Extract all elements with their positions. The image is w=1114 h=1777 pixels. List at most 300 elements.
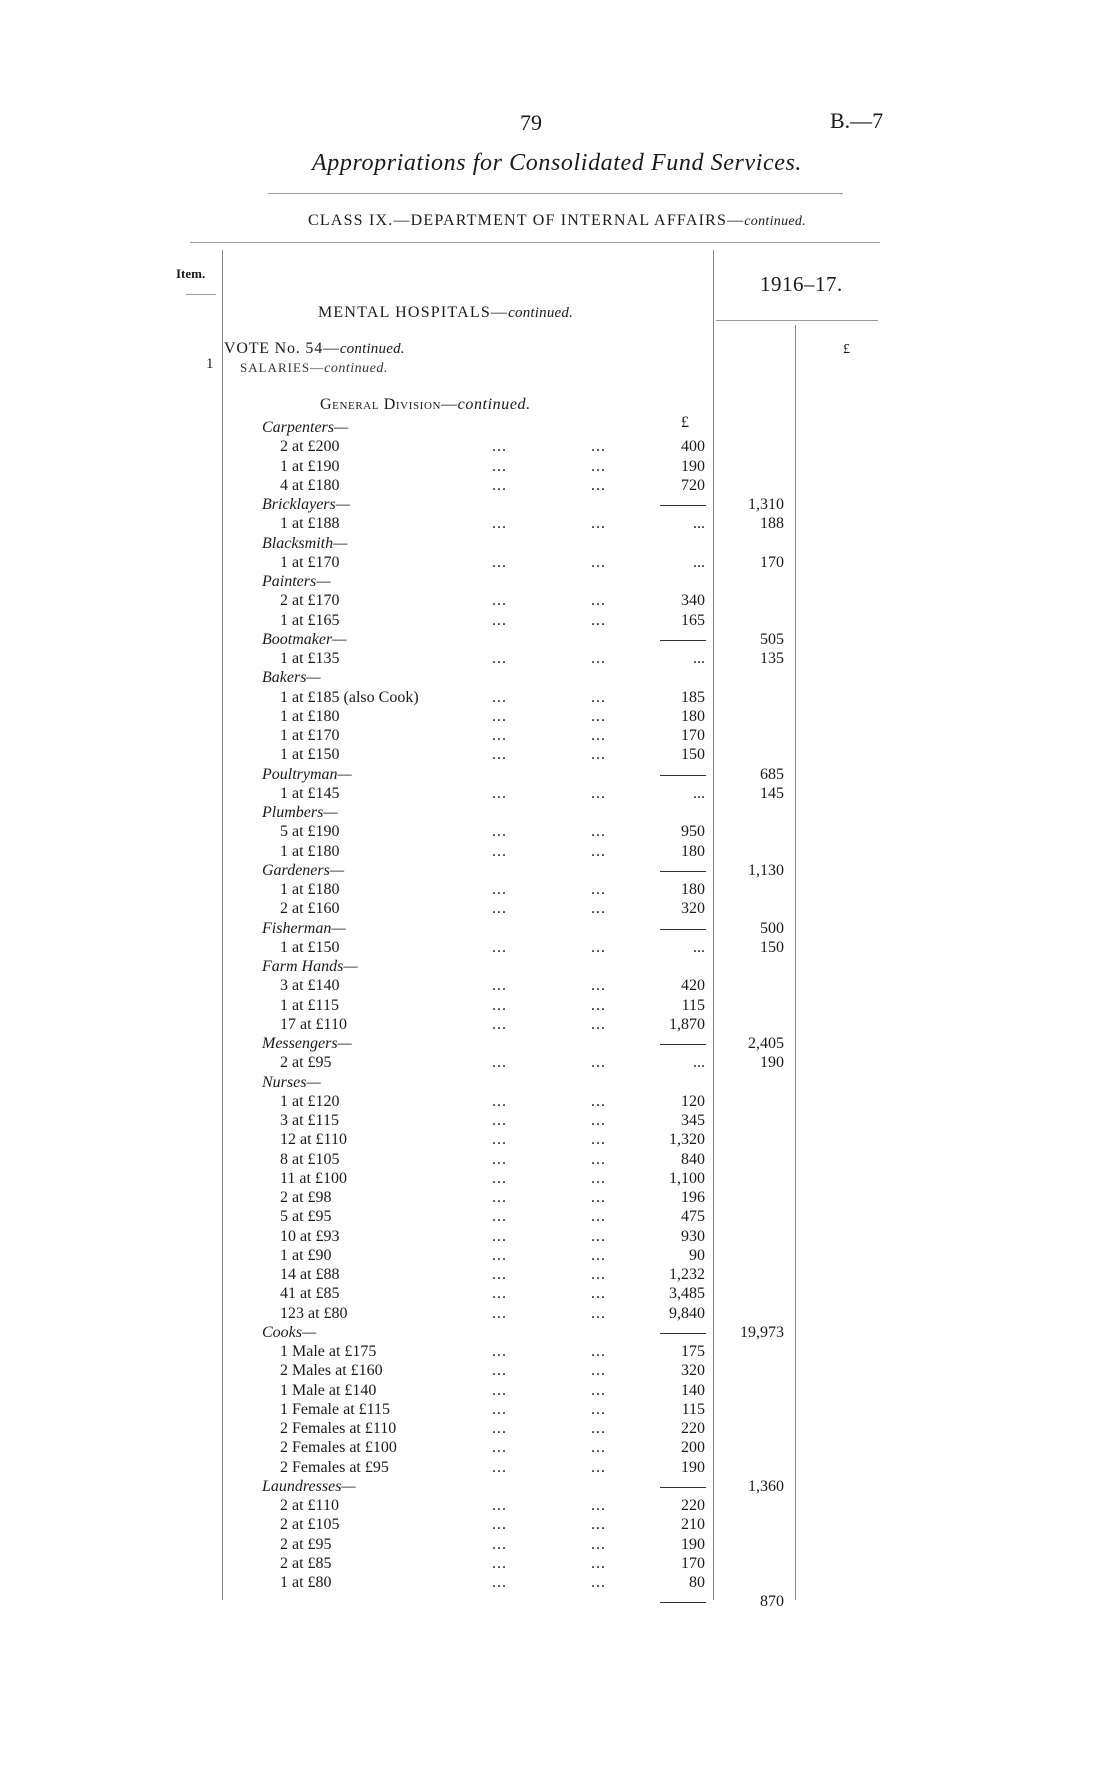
table-row xyxy=(0,726,1114,745)
leader-dots: ... xyxy=(591,688,606,706)
category-row xyxy=(0,861,1114,880)
entry-label: 1 at £150 xyxy=(280,746,340,764)
leader-dots: ... xyxy=(591,1112,606,1129)
amount-pound-sign: £ xyxy=(681,414,689,431)
entry-label: 2 at £160 xyxy=(280,900,340,918)
leader-dots: ... xyxy=(591,977,606,995)
leader-dots: ... xyxy=(591,784,606,802)
leader-dots: ... xyxy=(591,1381,606,1399)
leader-dots: ... xyxy=(591,1208,606,1226)
table-row xyxy=(0,1458,1114,1477)
entry-label: 1 at £180 xyxy=(280,842,340,860)
amount-cell: 1,232 xyxy=(669,1266,705,1283)
total-cell: 1,130 xyxy=(748,861,784,879)
leader-dots: ... xyxy=(591,1535,606,1553)
leader-dots: ... xyxy=(591,1189,606,1206)
amount-cell: 320 xyxy=(681,1362,705,1380)
category-row xyxy=(0,1477,1114,1496)
table-row xyxy=(0,611,1114,630)
entry-label: 1 at £185 (also Cook) xyxy=(280,688,419,706)
entry-label: 3 at £115 xyxy=(280,1112,339,1129)
leader-dots: ... xyxy=(492,1304,507,1322)
table-row xyxy=(0,1265,1114,1284)
category-label: Painters— xyxy=(262,573,331,590)
amount-cell: ... xyxy=(693,650,705,667)
leader-dots: ... xyxy=(591,823,606,841)
total-cell: 188 xyxy=(760,515,784,533)
leader-dots: ... xyxy=(591,1574,606,1591)
leader-dots: ... xyxy=(591,1420,606,1437)
leader-dots: ... xyxy=(492,438,507,456)
entry-label: 5 at £95 xyxy=(280,1208,332,1226)
entry-label: 12 at £110 xyxy=(280,1131,347,1149)
leader-dots: ... xyxy=(492,1054,507,1072)
leader-dots: ... xyxy=(591,842,606,860)
table-row xyxy=(0,1496,1114,1515)
category-row xyxy=(0,1034,1114,1053)
total-cell: 190 xyxy=(760,1054,784,1072)
page-number: 79 xyxy=(520,110,542,135)
amount-cell: 220 xyxy=(681,1420,705,1437)
table-row xyxy=(0,996,1114,1015)
entry-label: 4 at £180 xyxy=(280,476,340,494)
entry-label: 1 Female at £115 xyxy=(280,1400,391,1418)
entry-label: 1 at £150 xyxy=(280,938,340,956)
table-row xyxy=(0,1573,1114,1592)
leader-dots: ... xyxy=(591,515,606,533)
amount-cell: 220 xyxy=(681,1497,705,1514)
entry-label: 1 at £170 xyxy=(280,553,340,571)
total-cell: 170 xyxy=(760,553,784,571)
table-row xyxy=(0,842,1114,861)
leader-dots: ... xyxy=(591,1131,606,1149)
table-row xyxy=(0,1227,1114,1246)
amount-cell: 185 xyxy=(681,688,705,706)
category-row xyxy=(0,957,1114,976)
table-row xyxy=(0,1284,1114,1303)
leader-dots: ... xyxy=(591,1227,606,1245)
leader-dots: ... xyxy=(492,476,507,494)
table-row xyxy=(0,1207,1114,1226)
entry-label: 1 at £90 xyxy=(280,1246,332,1264)
leader-dots: ... xyxy=(492,1439,507,1457)
category-label: Fisherman— xyxy=(262,919,346,937)
leader-dots: ... xyxy=(492,553,507,571)
category-label: Plumbers— xyxy=(262,804,338,821)
amount-cell: 170 xyxy=(681,1554,705,1572)
leader-dots: ... xyxy=(492,1574,507,1591)
amount-cell: 180 xyxy=(681,707,705,725)
leader-dots: ... xyxy=(492,842,507,860)
leader-dots: ... xyxy=(591,727,606,744)
subtotal-rule xyxy=(660,1487,706,1488)
subtotal-rule xyxy=(660,1333,706,1334)
table-row xyxy=(0,1361,1114,1380)
entry-label: 2 at £85 xyxy=(280,1554,332,1572)
amount-cell: 200 xyxy=(681,1439,705,1457)
entry-label: 8 at £105 xyxy=(280,1150,340,1168)
leader-dots: ... xyxy=(492,996,507,1014)
entry-label: 1 at £120 xyxy=(280,1092,340,1110)
leader-dots: ... xyxy=(492,784,507,802)
category-label: Cooks— xyxy=(262,1323,317,1341)
category-row xyxy=(0,668,1114,687)
table-row xyxy=(0,1111,1114,1130)
item-column-header: Item. xyxy=(176,266,206,281)
total-cell: 685 xyxy=(760,765,784,783)
category-row xyxy=(0,1323,1114,1342)
subtotal-rule xyxy=(660,1602,706,1603)
category-label: Poultryman— xyxy=(262,765,352,783)
category-row xyxy=(0,919,1114,938)
category-label: Gardeners— xyxy=(262,861,345,879)
leader-dots: ... xyxy=(492,900,507,918)
entry-label: 2 Females at £95 xyxy=(280,1458,389,1476)
leader-dots: ... xyxy=(492,1554,507,1572)
category-row xyxy=(0,765,1114,784)
table-row xyxy=(0,1092,1114,1111)
leader-dots: ... xyxy=(591,592,606,610)
table-row xyxy=(0,745,1114,764)
entry-label: 5 at £190 xyxy=(280,823,340,841)
leader-dots: ... xyxy=(591,1304,606,1322)
heading-rule xyxy=(190,242,880,243)
total-pound-sign: £ xyxy=(843,342,850,357)
amount-cell: 196 xyxy=(681,1189,705,1206)
amount-cell: 950 xyxy=(681,823,705,841)
amount-cell: 1,320 xyxy=(669,1131,705,1149)
table-row xyxy=(0,1381,1114,1400)
entry-label: 123 at £80 xyxy=(280,1304,348,1322)
item-number: 1 xyxy=(206,356,214,372)
amount-cell: 90 xyxy=(689,1246,705,1264)
entry-label: 2 at £110 xyxy=(280,1497,339,1514)
category-row xyxy=(0,1073,1114,1092)
category-label: Blacksmith— xyxy=(262,534,348,552)
class-heading: CLASS IX.—DEPARTMENT OF INTERNAL AFFAIRS—continued. xyxy=(307,212,806,229)
amount-cell: 345 xyxy=(681,1112,705,1129)
category-row xyxy=(0,572,1114,591)
leader-dots: ... xyxy=(492,881,507,898)
table-row xyxy=(0,476,1114,495)
table-row xyxy=(0,880,1114,899)
leader-dots: ... xyxy=(492,1400,507,1418)
amount-cell: ... xyxy=(693,784,705,802)
amount-cell: 190 xyxy=(681,457,705,475)
leader-dots: ... xyxy=(492,823,507,841)
leader-dots: ... xyxy=(591,1169,606,1187)
table-row xyxy=(0,1169,1114,1188)
table-row xyxy=(0,1400,1114,1419)
leader-dots: ... xyxy=(492,1131,507,1149)
amount-cell: 930 xyxy=(681,1227,705,1245)
table-row xyxy=(0,707,1114,726)
amount-cell: 115 xyxy=(681,996,705,1014)
amount-cell: 180 xyxy=(681,881,705,898)
category-label: Carpenters— xyxy=(262,419,349,436)
table-row xyxy=(0,688,1114,707)
leader-dots: ... xyxy=(591,900,606,918)
leader-dots: ... xyxy=(591,553,606,571)
amount-cell: ... xyxy=(693,1054,705,1072)
entry-label: 1 at £135 xyxy=(280,650,340,667)
leader-dots: ... xyxy=(492,1246,507,1264)
year-column-header: 1916–17. xyxy=(760,272,843,296)
salaries-heading: SALARIES—continued. xyxy=(240,360,388,376)
entry-label: 2 at £98 xyxy=(280,1189,332,1206)
entry-label: 1 at £180 xyxy=(280,881,340,898)
table-row xyxy=(0,437,1114,456)
leader-dots: ... xyxy=(492,1420,507,1437)
leader-dots: ... xyxy=(492,1535,507,1553)
leader-dots: ... xyxy=(492,515,507,533)
leader-dots: ... xyxy=(492,1015,507,1033)
entry-label: 2 at £200 xyxy=(280,438,340,456)
leader-dots: ... xyxy=(591,650,606,667)
leader-dots: ... xyxy=(492,1362,507,1380)
amount-cell: 115 xyxy=(681,1400,705,1418)
leader-dots: ... xyxy=(492,1516,507,1534)
table-row xyxy=(0,976,1114,995)
total-cell: 150 xyxy=(760,938,784,956)
category-row xyxy=(0,803,1114,822)
total-cell: 1,360 xyxy=(748,1477,784,1495)
leader-dots: ... xyxy=(591,611,606,629)
table-row xyxy=(0,514,1114,533)
entry-label: 1 at £188 xyxy=(280,515,340,533)
table-row xyxy=(0,1246,1114,1265)
amount-cell: 9,840 xyxy=(669,1304,705,1322)
leader-dots: ... xyxy=(492,1497,507,1514)
entry-label: 1 Male at £175 xyxy=(280,1343,377,1360)
table-row xyxy=(0,1438,1114,1457)
category-label: Bakers— xyxy=(262,669,321,687)
leader-dots: ... xyxy=(492,650,507,667)
table-row xyxy=(0,1554,1114,1573)
leader-dots: ... xyxy=(492,938,507,956)
amount-cell: 1,870 xyxy=(669,1015,705,1033)
table-row xyxy=(0,1053,1114,1072)
category-row xyxy=(0,534,1114,553)
total-cell: 500 xyxy=(760,919,784,937)
leader-dots: ... xyxy=(591,707,606,725)
table-row xyxy=(0,591,1114,610)
leader-dots: ... xyxy=(492,1458,507,1476)
leader-dots: ... xyxy=(591,1554,606,1572)
total-cell: 19,973 xyxy=(740,1323,784,1341)
entry-label: 14 at £88 xyxy=(280,1266,340,1283)
page-title: Appropriations for Consolidated Fund Services. xyxy=(311,150,803,176)
amount-cell: 320 xyxy=(681,900,705,918)
table-row xyxy=(0,1304,1114,1323)
entry-label: 17 at £110 xyxy=(280,1015,347,1033)
leader-dots: ... xyxy=(492,727,507,744)
leader-dots: ... xyxy=(492,1343,507,1360)
entry-label: 2 Females at £100 xyxy=(280,1439,397,1457)
table-row xyxy=(0,899,1114,918)
subtotal-rule xyxy=(660,505,706,506)
leader-dots: ... xyxy=(492,707,507,725)
category-row xyxy=(0,495,1114,514)
amount-cell: ... xyxy=(693,515,705,533)
total-cell: 2,405 xyxy=(748,1035,784,1052)
amount-cell: 420 xyxy=(681,977,705,995)
year-header-rule xyxy=(716,320,878,321)
amount-cell: 210 xyxy=(681,1516,705,1534)
leader-dots: ... xyxy=(591,746,606,764)
category-label: Bootmaker— xyxy=(262,630,347,648)
amount-cell: 140 xyxy=(681,1381,705,1399)
leader-dots: ... xyxy=(591,1266,606,1283)
leader-dots: ... xyxy=(492,1227,507,1245)
total-cell: 145 xyxy=(760,784,784,802)
amount-cell: 170 xyxy=(681,727,705,744)
entry-label: 41 at £85 xyxy=(280,1285,340,1303)
category-label: Farm Hands— xyxy=(262,958,358,975)
entry-label: 2 at £105 xyxy=(280,1516,340,1534)
category-label: Messengers— xyxy=(262,1035,352,1052)
entry-label: 3 at £140 xyxy=(280,977,340,995)
subtotal-rule xyxy=(660,640,706,641)
total-cell: 135 xyxy=(760,650,784,667)
amount-cell: 3,485 xyxy=(669,1285,705,1303)
table-row xyxy=(0,1342,1114,1361)
leader-dots: ... xyxy=(591,996,606,1014)
table-row xyxy=(0,1130,1114,1149)
amount-cell: 150 xyxy=(681,746,705,764)
amount-cell: 180 xyxy=(681,842,705,860)
leader-dots: ... xyxy=(492,457,507,475)
leader-dots: ... xyxy=(591,1246,606,1264)
leader-dots: ... xyxy=(591,1343,606,1360)
amount-cell: 165 xyxy=(681,611,705,629)
leader-dots: ... xyxy=(492,1381,507,1399)
leader-dots: ... xyxy=(591,1497,606,1514)
leader-dots: ... xyxy=(492,688,507,706)
amount-cell: 475 xyxy=(681,1208,705,1226)
table-row xyxy=(0,553,1114,572)
entry-label: 10 at £93 xyxy=(280,1227,340,1245)
page-code: B.—7 xyxy=(830,108,884,133)
category-row xyxy=(0,418,1114,437)
entry-label: 11 at £100 xyxy=(280,1169,347,1187)
table-row xyxy=(0,649,1114,668)
subtotal-rule xyxy=(660,871,706,872)
leader-dots: ... xyxy=(591,1458,606,1476)
section-heading: MENTAL HOSPITALS—continued. xyxy=(318,304,574,321)
amount-cell: 120 xyxy=(681,1092,705,1110)
amount-cell: ... xyxy=(693,938,705,956)
entry-label: 1 at £190 xyxy=(280,457,340,475)
total-cell: 870 xyxy=(760,1593,784,1611)
subtotal-rule xyxy=(660,929,706,930)
leader-dots: ... xyxy=(591,1516,606,1534)
table-row xyxy=(0,1015,1114,1034)
entry-label: 2 Females at £110 xyxy=(280,1420,397,1437)
entry-label: 1 at £80 xyxy=(280,1574,332,1591)
subtotal-rule xyxy=(660,775,706,776)
entry-label: 2 Males at £160 xyxy=(280,1362,383,1380)
amount-cell: 190 xyxy=(681,1535,705,1553)
table-row xyxy=(0,1419,1114,1438)
leader-dots: ... xyxy=(591,1400,606,1418)
title-rule xyxy=(268,193,843,194)
vote-heading: VOTE No. 54—continued. xyxy=(224,340,405,357)
entry-label: 1 at £145 xyxy=(280,784,340,802)
amount-cell: ... xyxy=(693,553,705,571)
table-row xyxy=(0,457,1114,476)
amount-cell: 175 xyxy=(681,1343,705,1360)
leader-dots: ... xyxy=(492,592,507,610)
category-label: Bricklayers— xyxy=(262,496,350,513)
entry-label: 1 at £170 xyxy=(280,727,340,744)
amount-cell: 190 xyxy=(681,1458,705,1476)
table-row xyxy=(0,1592,1114,1611)
leader-dots: ... xyxy=(591,1092,606,1110)
table-row xyxy=(0,1150,1114,1169)
amount-cell: 340 xyxy=(681,592,705,610)
leader-dots: ... xyxy=(492,1112,507,1129)
category-label: Nurses— xyxy=(262,1073,321,1091)
table-row xyxy=(0,822,1114,841)
entry-label: 1 at £180 xyxy=(280,707,340,725)
amount-cell: 80 xyxy=(689,1574,705,1591)
division-heading: General Division—continued. xyxy=(320,396,531,413)
leader-dots: ... xyxy=(591,1285,606,1303)
leader-dots: ... xyxy=(492,1285,507,1303)
leader-dots: ... xyxy=(492,1189,507,1206)
leader-dots: ... xyxy=(492,1092,507,1110)
leader-dots: ... xyxy=(492,746,507,764)
total-cell: 1,310 xyxy=(748,496,784,513)
leader-dots: ... xyxy=(591,476,606,494)
leader-dots: ... xyxy=(492,611,507,629)
table-row xyxy=(0,1188,1114,1207)
leader-dots: ... xyxy=(591,438,606,456)
leader-dots: ... xyxy=(591,1362,606,1380)
leader-dots: ... xyxy=(492,1169,507,1187)
leader-dots: ... xyxy=(492,1208,507,1226)
category-label: Laundresses— xyxy=(262,1477,356,1495)
entry-label: 1 Male at £140 xyxy=(280,1381,377,1399)
leader-dots: ... xyxy=(492,1150,507,1168)
entry-label: 1 at £165 xyxy=(280,611,340,629)
subtotal-rule xyxy=(660,1044,706,1045)
amount-cell: 1,100 xyxy=(669,1169,705,1187)
table-row xyxy=(0,938,1114,957)
total-cell: 505 xyxy=(760,630,784,648)
entry-label: 2 at £170 xyxy=(280,592,340,610)
leader-dots: ... xyxy=(492,1266,507,1283)
entry-label: 1 at £115 xyxy=(280,996,339,1014)
leader-dots: ... xyxy=(591,938,606,956)
leader-dots: ... xyxy=(591,457,606,475)
amount-cell: 720 xyxy=(681,476,705,494)
amount-cell: 840 xyxy=(681,1150,705,1168)
leader-dots: ... xyxy=(591,1015,606,1033)
amount-cell: 400 xyxy=(681,438,705,456)
leader-dots: ... xyxy=(591,1150,606,1168)
table-row xyxy=(0,784,1114,803)
leader-dots: ... xyxy=(591,881,606,898)
category-row xyxy=(0,630,1114,649)
table-row xyxy=(0,1515,1114,1534)
leader-dots: ... xyxy=(591,1439,606,1457)
entry-label: 2 at £95 xyxy=(280,1535,332,1553)
leader-dots: ... xyxy=(591,1054,606,1072)
item-header-rule xyxy=(186,294,216,295)
leader-dots: ... xyxy=(492,977,507,995)
